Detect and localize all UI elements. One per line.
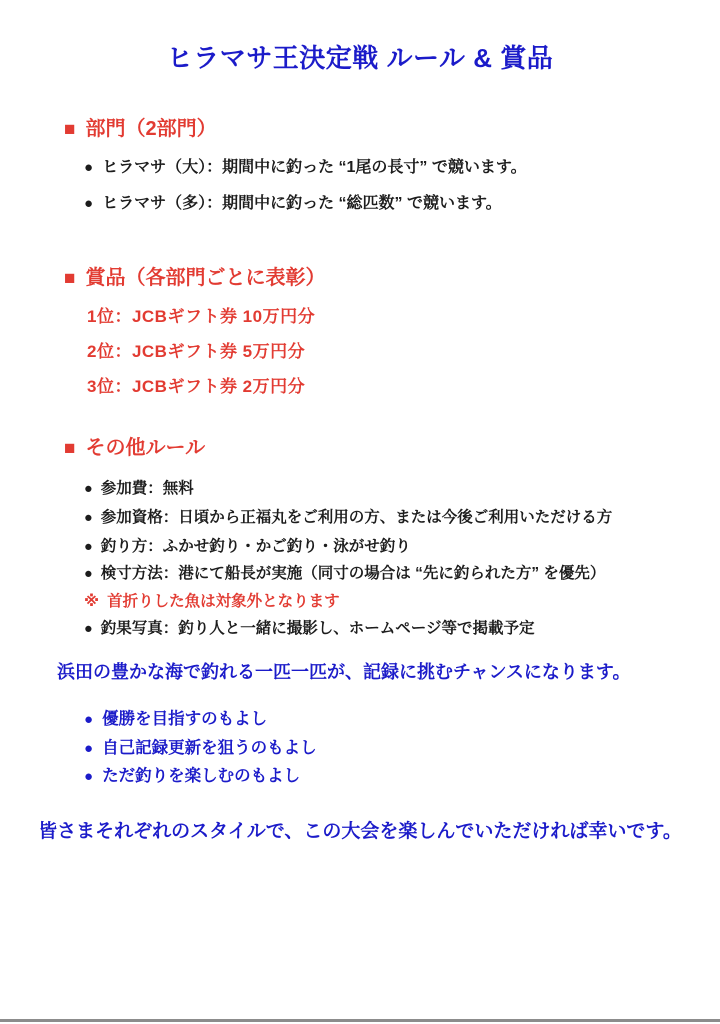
section-heading-other-rules-label: その他ルール	[85, 437, 206, 459]
bottom-edge-bar	[0, 1019, 720, 1022]
division-item	[84, 194, 502, 214]
square-marker-icon: ■	[64, 438, 76, 459]
division-item-text: ヒラマサ（大）：期間中に釣った “1尾の長寸” で競います。	[102, 159, 527, 176]
rule-item	[84, 479, 194, 498]
section-heading-prizes-label: 賞品（各部門ごとに表彰）	[85, 267, 326, 289]
rule-item	[84, 537, 411, 556]
bullet-icon: ●	[84, 711, 94, 728]
page-title: ヒラマサ王決定戦 ルール & 賞品	[166, 43, 554, 73]
bullet-icon: ●	[84, 510, 93, 526]
note-marker-icon: ※	[84, 593, 100, 610]
prize-item: 2位：JCBギフト券 5万円分	[87, 342, 306, 361]
rule-item-text: 参加資格：日頃から正福丸をご利用の方、または今後ご利用いただける方	[100, 509, 613, 526]
closing-item	[84, 766, 300, 787]
bullet-icon: ●	[84, 481, 93, 497]
bullet-icon: ●	[84, 621, 93, 637]
rule-item-text: 検寸方法：港にて船長が実施（同寸の場合は “先に釣られた方” を優先）	[100, 565, 606, 582]
rule-item	[84, 619, 534, 638]
square-marker-icon: ■	[64, 119, 76, 140]
rule-note	[84, 592, 340, 611]
division-item-text: ヒラマサ（多）：期間中に釣った “総匹数” で競います。	[102, 195, 502, 212]
square-marker-icon: ■	[64, 268, 76, 289]
prize-item: 3位：JCBギフト券 2万円分	[87, 377, 306, 396]
section-heading-prizes	[64, 266, 325, 291]
closing-item	[84, 709, 267, 730]
section-heading-other-rules	[64, 436, 205, 461]
closing-item-text: 優勝を目指すのもよし	[102, 710, 268, 728]
closing-item-text: ただ釣りを楽しむのもよし	[102, 767, 301, 785]
prize-item: 1位：JCBギフト券 10万円分	[87, 307, 316, 326]
section-heading-division	[64, 117, 217, 142]
rule-item	[84, 564, 605, 583]
section-heading-division-label: 部門（2部門）	[85, 118, 217, 140]
rule-item-text: 参加費：無料	[100, 480, 194, 497]
bullet-icon: ●	[84, 740, 94, 757]
bullet-icon: ●	[84, 159, 94, 176]
bullet-icon: ●	[84, 539, 93, 555]
closing-item	[84, 738, 317, 759]
closing-lead: 浜田の豊かな海で釣れる一匹一匹が、記録に挑むチャンスになります。	[57, 662, 631, 682]
bullet-icon: ●	[84, 566, 93, 582]
bullet-icon: ●	[84, 768, 94, 785]
rule-note-text: 首折りした魚は対象外となります	[107, 593, 340, 610]
rule-item-text: 釣り方：ふかせ釣り・かご釣り・泳がせ釣り	[100, 538, 411, 555]
rule-item	[84, 508, 612, 527]
bullet-icon: ●	[84, 195, 94, 212]
rule-item-text: 釣果写真：釣り人と一緒に撮影し、ホームページ等で掲載予定	[100, 620, 535, 637]
division-item	[84, 158, 527, 178]
closing-item-text: 自己記録更新を狙うのもよし	[102, 739, 317, 757]
closing-outro: 皆さまそれぞれのスタイルで、この大会を楽しんでいただければ幸いです。	[38, 821, 682, 842]
